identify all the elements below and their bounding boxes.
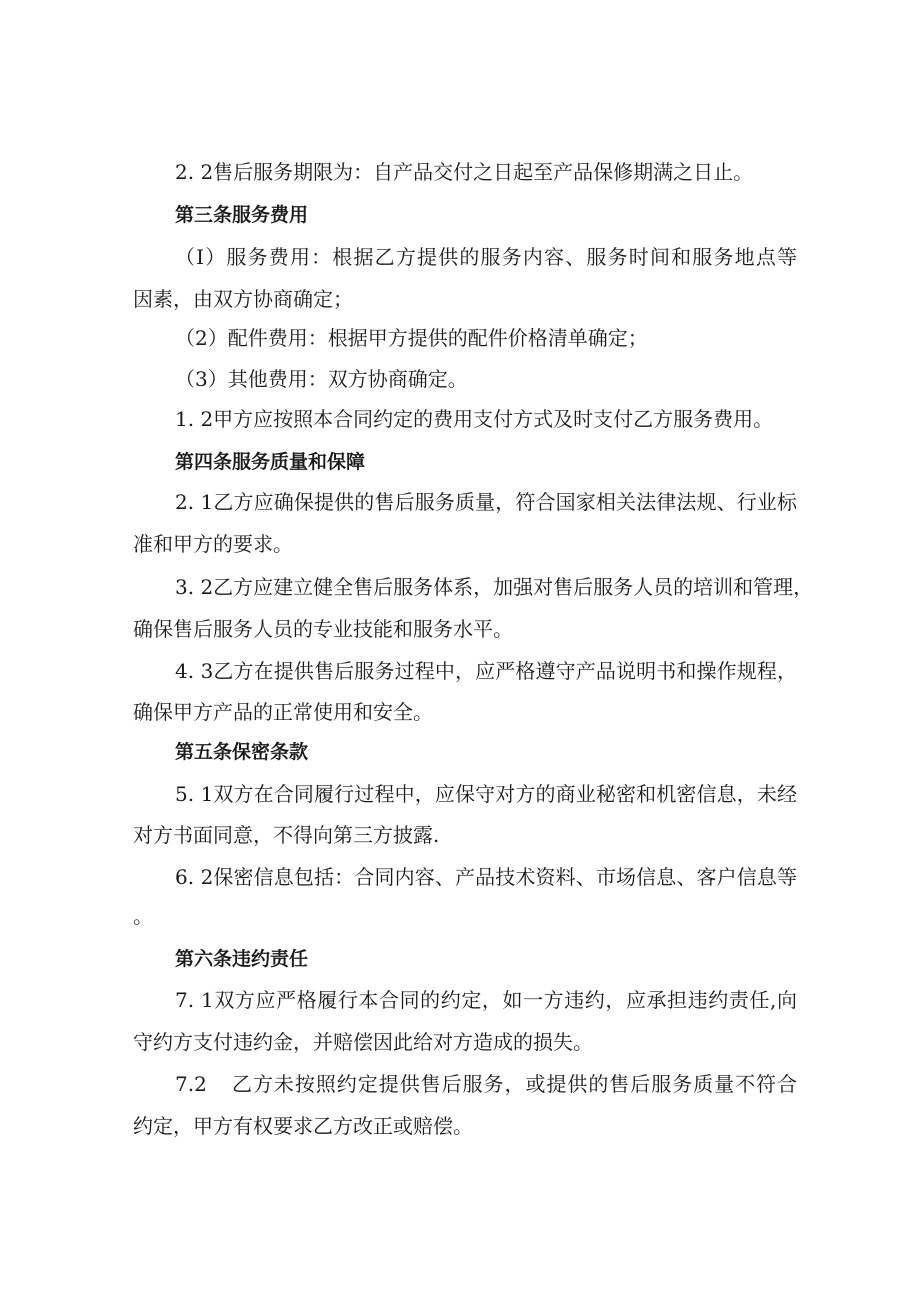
clause-confidential-info-line1: 6. 2保密信息包括：合同内容、产品技术资料、市场信息、客户信息等: [175, 865, 797, 889]
clause-system-line1: 3. 2乙方应建立健全售后服务体系，加强对售后服务人员的培训和管理，: [175, 575, 814, 599]
clause-fee-service-line1: （I）服务费用：根据乙方提供的服务内容、服务时间和服务地点等: [175, 245, 797, 269]
clause-quality-line1: 2. 1乙方应确保提供的售后服务质量，符合国家相关法律法规、行业标: [175, 490, 797, 514]
heading-article-5: 第五条保密条款: [175, 741, 309, 763]
clause-fee-parts: （2）配件费用：根据甲方提供的配件价格清单确定；: [175, 326, 648, 350]
clause-breach-line2: 守约方支付违约金，并赔偿因此给对方造成的损失。: [133, 1030, 593, 1054]
clause-compliance-line1: 4. 3乙方在提供售后服务过程中，应严格遵守产品说明书和操作规程，: [175, 659, 797, 683]
clause-confidential-line2: 对方书面同意，不得向第三方披露.: [133, 823, 440, 847]
clause-fee-service-line2: 因素，由双方协商确定；: [133, 287, 353, 311]
heading-article-6: 第六条违约责任: [175, 948, 309, 970]
clause-quality-line2: 准和甲方的要求。: [133, 532, 293, 556]
heading-article-3: 第三条服务费用: [175, 204, 309, 226]
clause-confidential-line1: 5. 1双方在合同履行过程中，应保守对方的商业秘密和机密信息，未经: [175, 782, 797, 806]
clause-fee-other: （3）其他费用：双方协商确定。: [175, 367, 468, 391]
clause-breach-line1: 7. 1双方应严格履行本合同的约定，如一方违约，应承担违约责任,向: [175, 988, 797, 1012]
clause-service-failure-line2: 约定，甲方有权要求乙方改正或赔偿。: [133, 1114, 473, 1138]
clause-number-7-2: 7.2: [175, 1072, 207, 1096]
clause-2-2: 2. 2售后服务期限为：自产品交付之日起至产品保修期满之日止。: [175, 160, 754, 184]
clause-payment: 1. 2甲方应按照本合同约定的费用支付方式及时支付乙方服务费用。: [175, 407, 774, 431]
clause-compliance-line2: 确保甲方产品的正常使用和安全。: [133, 700, 433, 724]
clause-system-line2: 确保售后服务人员的专业技能和服务水平。: [133, 617, 513, 641]
clause-service-failure-line1: 乙方未按照约定提供售后服务，或提供的售后服务质量不符合: [232, 1072, 797, 1096]
clause-confidential-info-line2: 。: [133, 904, 153, 928]
heading-article-4: 第四条服务质量和保障: [175, 451, 366, 473]
